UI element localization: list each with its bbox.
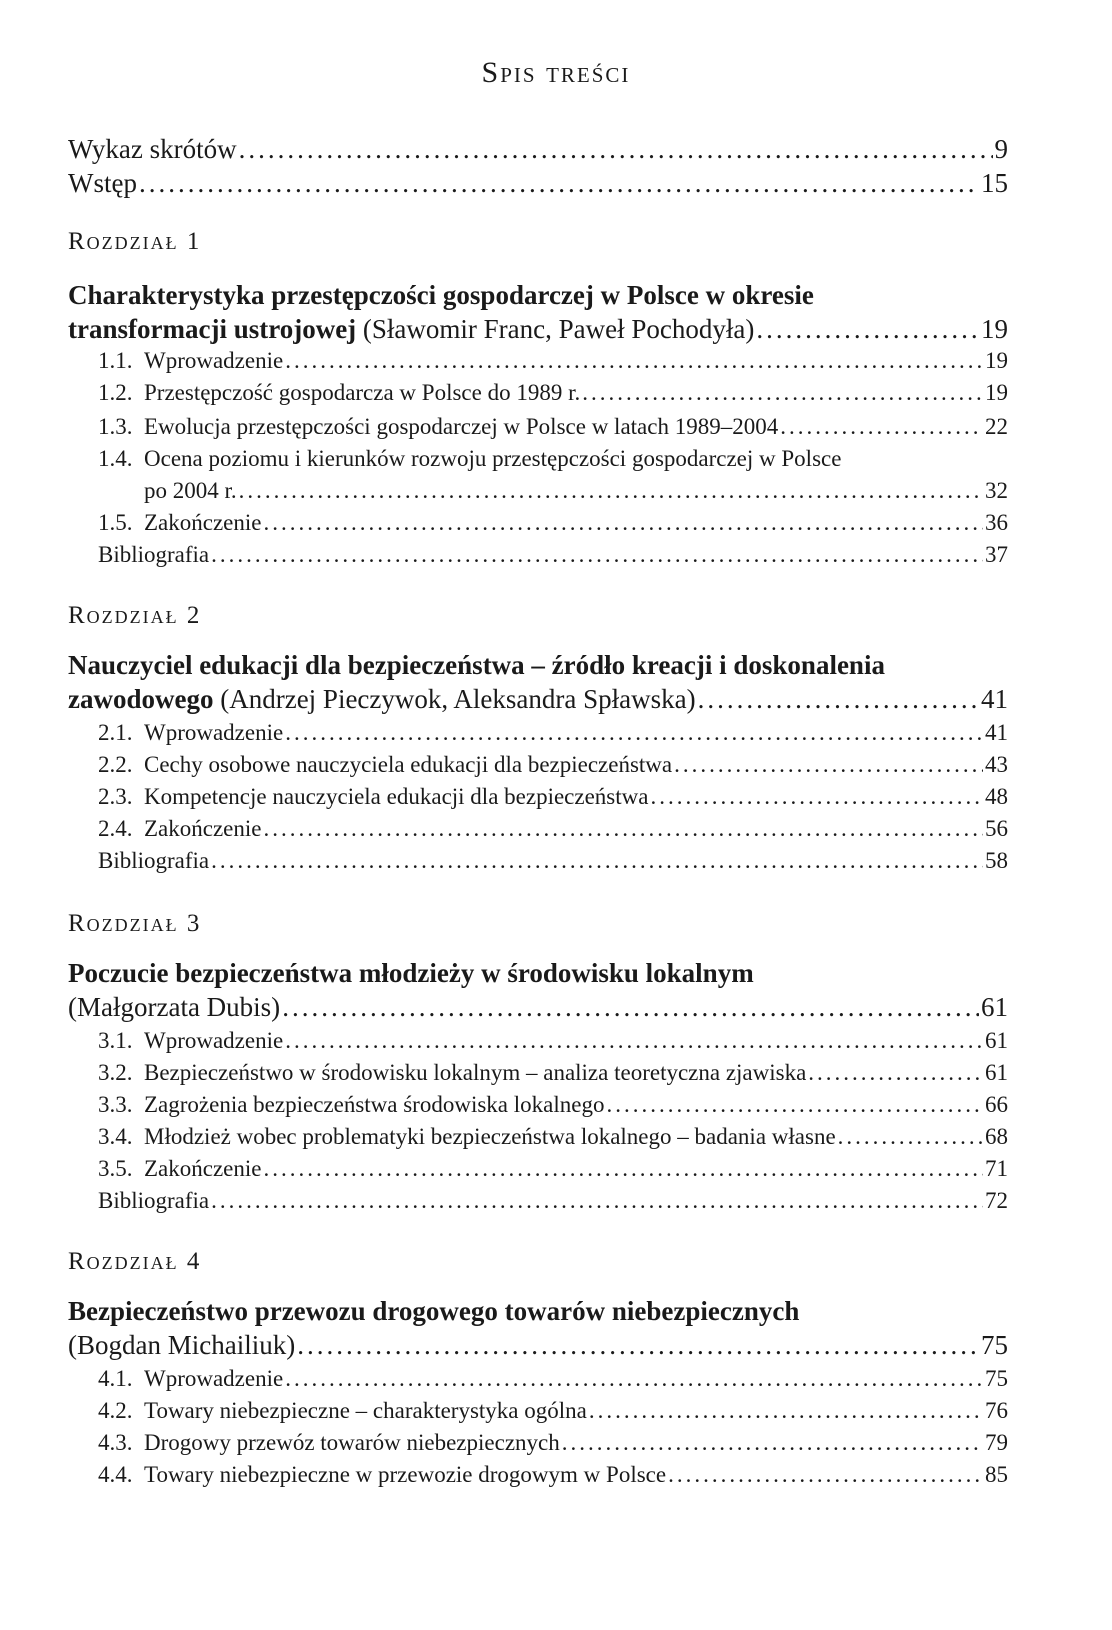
section-page: 76 [985, 1398, 1008, 1423]
section-entry[interactable] [98, 1430, 1008, 1456]
section-entry[interactable] [98, 1028, 1008, 1054]
section-entry[interactable] [98, 1060, 1008, 1086]
section-text: Młodzież wobec problematyki bezpieczeństwa lokalnego – badania własne [144, 1124, 836, 1149]
section-number: 1.1. [98, 348, 133, 373]
section-text: Towary niebezpieczne – charakterystyka ogólna [144, 1398, 587, 1423]
section-number: 1.3. [98, 414, 133, 439]
section-number: 2.3. [98, 784, 133, 809]
chapter-entry[interactable] [68, 992, 1008, 1023]
section-number: 1.5. [98, 510, 133, 535]
section-entry[interactable] [98, 380, 1008, 406]
chapter-entry[interactable] [68, 314, 1008, 345]
leader-dots [297, 1330, 979, 1361]
leader-dots [263, 816, 983, 842]
chapter-title-line2 [68, 684, 696, 715]
leader-dots [780, 414, 983, 440]
section-page: 43 [985, 752, 1008, 777]
section-entry[interactable] [98, 784, 1008, 810]
chapter-authors: (Andrzej Pieczywok, Aleksandra Spławska) [213, 684, 696, 714]
section-page: 66 [985, 1092, 1008, 1117]
section-entry-line2[interactable] [144, 478, 1008, 504]
chapter-label: Rozdział 3 [68, 910, 202, 937]
page-title: Spis treści [481, 56, 631, 89]
chapter-page: 19 [981, 314, 1008, 344]
section-text: Ocena poziomu i kierunków rozwoju przestępczości gospodarczej w Polsce [144, 446, 842, 471]
section-page: 71 [985, 1156, 1008, 1181]
section-number: 3.2. [98, 1060, 133, 1085]
leader-dots [263, 1156, 983, 1182]
section-number: 3.4. [98, 1124, 133, 1149]
chapter-title: Nauczyciel edukacji dla bezpieczeństwa – źródło kreacji i doskonalenia [68, 650, 885, 680]
bibliography-text: Bibliografia [98, 848, 210, 873]
leader-dots [674, 752, 983, 778]
chapter-title-line2 [68, 314, 754, 345]
section-entry[interactable] [98, 510, 1008, 536]
toc-entry[interactable] [68, 168, 1008, 199]
bibliography-page: 72 [985, 1188, 1008, 1213]
section-entry[interactable] [98, 1366, 1008, 1392]
leader-dots [285, 720, 983, 746]
leader-dots [263, 510, 983, 536]
section-number: 1.2. [98, 380, 133, 405]
leader-dots [211, 542, 983, 568]
leader-dots [650, 784, 983, 810]
leader-dots [756, 314, 979, 345]
bibliography-text: Bibliografia [98, 542, 210, 567]
section-entry[interactable] [98, 720, 1008, 746]
section-text: Wprowadzenie [144, 1028, 284, 1053]
toc-entry-page: 15 [981, 168, 1008, 198]
chapter-title: Charakterystyka przestępczości gospodarczej w Polsce w okresie [68, 280, 814, 310]
section-number: 3.5. [98, 1156, 133, 1181]
section-text: Zakończenie [144, 510, 262, 535]
leader-dots [606, 1092, 983, 1118]
section-page: 68 [985, 1124, 1008, 1149]
leader-dots [285, 348, 983, 374]
chapter-title: Poczucie bezpieczeństwa młodzieży w środowisku lokalnym [68, 958, 754, 988]
chapter-label: Rozdział 1 [68, 228, 202, 255]
section-entry[interactable] [98, 348, 1008, 374]
section-text: Przestępczość gospodarcza w Polsce do 1989 r. [144, 380, 581, 405]
toc-entry-text: Wstęp [68, 168, 137, 198]
section-number: 2.1. [98, 720, 133, 745]
section-entry[interactable] [98, 1398, 1008, 1424]
section-number: 3.3. [98, 1092, 133, 1117]
bibliography-page: 58 [985, 848, 1008, 873]
section-number: 4.3. [98, 1430, 133, 1455]
leader-dots [808, 1060, 983, 1086]
section-number: 4.1. [98, 1366, 133, 1391]
chapter-title-bold: transformacji ustrojowej [68, 314, 357, 344]
leader-dots [211, 1188, 983, 1214]
bibliography-entry[interactable] [98, 848, 1008, 874]
section-text: Wprowadzenie [144, 720, 284, 745]
section-entry[interactable] [98, 414, 1008, 440]
leader-dots [139, 168, 979, 199]
section-page: 56 [985, 816, 1008, 841]
section-text: Bezpieczeństwo w środowisku lokalnym – analiza teoretyczna zjawiska [144, 1060, 807, 1085]
section-page: 75 [985, 1366, 1008, 1391]
leader-dots [589, 1398, 983, 1424]
bibliography-text: Bibliografia [98, 1188, 210, 1213]
section-page: 22 [985, 414, 1008, 439]
leader-dots [838, 1124, 983, 1150]
section-text: Wprowadzenie [144, 348, 284, 373]
section-text: Ewolucja przestępczości gospodarczej w Polsce w latach 1989–2004 [144, 414, 779, 439]
chapter-authors: (Sławomir Franc, Paweł Pochodyła) [356, 314, 755, 344]
chapter-page: 61 [981, 992, 1008, 1022]
leader-dots [211, 848, 983, 874]
chapter-page: 75 [981, 1330, 1008, 1360]
section-page: 48 [985, 784, 1008, 809]
section-text: Wprowadzenie [144, 1366, 284, 1391]
section-page: 36 [985, 510, 1008, 535]
leader-dots [668, 1462, 983, 1488]
chapter-label: Rozdział 2 [68, 602, 202, 629]
section-entry[interactable] [98, 1124, 1008, 1150]
leader-dots [282, 992, 979, 1023]
bibliography-entry[interactable] [98, 542, 1008, 568]
leader-dots [582, 380, 983, 406]
section-page: 61 [985, 1060, 1008, 1085]
chapter-entry[interactable] [68, 1330, 1008, 1361]
section-entry-line1[interactable] [98, 446, 841, 472]
chapter-authors: (Bogdan Michailiuk) [68, 1330, 296, 1360]
section-text: Drogowy przewóz towarów niebezpiecznych [144, 1430, 560, 1455]
leader-dots [562, 1430, 983, 1456]
toc-entry-page: 9 [994, 134, 1008, 164]
section-text: Towary niebezpieczne w przewozie drogowym w Polsce [144, 1462, 667, 1487]
chapter-title-line2 [68, 992, 280, 1023]
leader-dots [285, 1366, 983, 1392]
leader-dots [285, 1028, 983, 1054]
bibliography-entry[interactable] [98, 1188, 1008, 1214]
leader-dots [239, 134, 993, 165]
section-number: 4.4. [98, 1462, 133, 1487]
chapter-label: Rozdział 4 [68, 1248, 202, 1275]
section-text: Kompetencje nauczyciela edukacji dla bezpieczeństwa [144, 784, 649, 809]
leader-dots [698, 684, 979, 715]
section-page: 61 [985, 1028, 1008, 1053]
section-page: 19 [985, 380, 1008, 405]
chapter-title: Bezpieczeństwo przewozu drogowego towarów niebezpiecznych [68, 1296, 800, 1326]
section-number: 2.4. [98, 816, 133, 841]
section-entry[interactable] [98, 816, 1008, 842]
section-page: 19 [985, 348, 1008, 373]
chapter-authors: (Małgorzata Dubis) [68, 992, 281, 1022]
chapter-entry[interactable] [68, 684, 1008, 715]
section-entry[interactable] [98, 1092, 1008, 1118]
toc-entry[interactable] [68, 134, 1008, 165]
chapter-page: 41 [981, 684, 1008, 714]
chapter-title-bold: zawodowego [68, 684, 214, 714]
section-text: Zagrożenia bezpieczeństwa środowiska lokalnego [144, 1092, 605, 1117]
section-text-cont: po 2004 r. [144, 478, 237, 503]
section-page: 85 [985, 1462, 1008, 1487]
section-page: 41 [985, 720, 1008, 745]
section-text: Zakończenie [144, 816, 262, 841]
section-entry[interactable] [98, 752, 1008, 778]
section-page: 32 [985, 478, 1008, 503]
section-number: 3.1. [98, 1028, 133, 1053]
section-entry[interactable] [98, 1156, 1008, 1182]
section-text: Zakończenie [144, 1156, 262, 1181]
bibliography-page: 37 [985, 542, 1008, 567]
section-number: 4.2. [98, 1398, 133, 1423]
section-entry[interactable] [98, 1462, 1008, 1488]
chapter-title-line2 [68, 1330, 295, 1361]
section-number: 2.2. [98, 752, 133, 777]
toc-entry-text: Wykaz skrótów [68, 134, 237, 164]
leader-dots [239, 478, 983, 504]
section-text: Cechy osobowe nauczyciela edukacji dla bezpieczeństwa [144, 752, 673, 777]
section-page: 79 [985, 1430, 1008, 1455]
section-number: 1.4. [98, 446, 133, 471]
